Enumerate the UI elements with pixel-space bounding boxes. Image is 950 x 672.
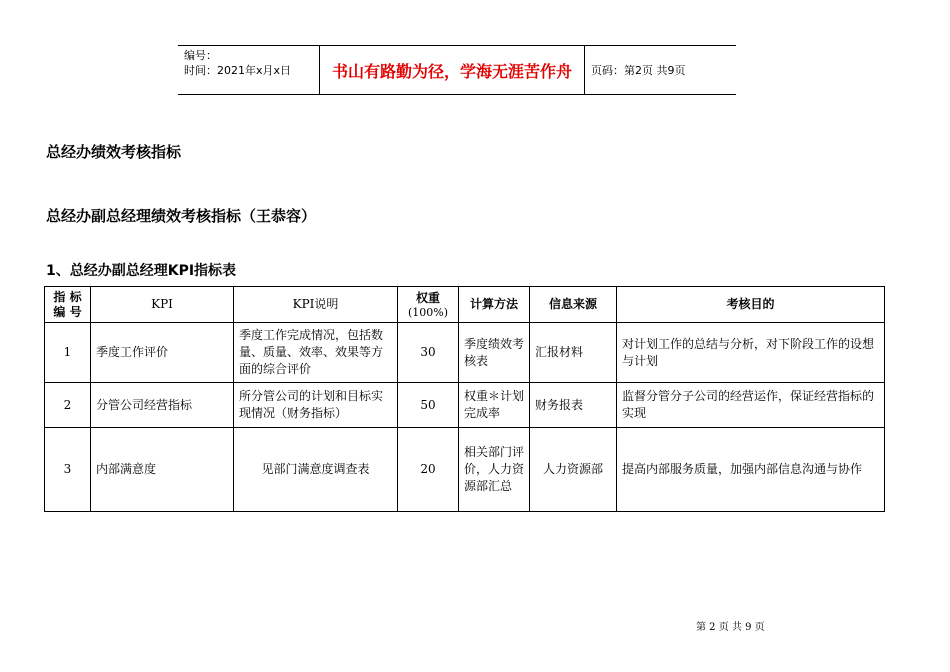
table-row xyxy=(45,383,885,428)
row-desc: 所分管公司的计划和目标实现情况（财务指标） xyxy=(234,383,398,428)
row-kpi: 分管公司经营指标 xyxy=(91,383,234,428)
header-motto: 书山有路勤为径，学海无涯苦作舟 xyxy=(331,61,572,81)
header-kpi-desc: KPI说明 xyxy=(234,287,398,323)
header-index: 指 标 编 号 xyxy=(45,287,91,323)
page-footer: 第 2 页 共 9 页 xyxy=(696,622,765,633)
main-title: 总经办绩效考核指标 xyxy=(46,143,182,161)
document-number-label: 编号： xyxy=(184,49,217,62)
row-desc: 见部门满意度调查表 xyxy=(234,428,398,512)
header-purpose: 考核目的 xyxy=(617,287,885,323)
row-index: 1 xyxy=(45,323,91,383)
header-source: 信息来源 xyxy=(530,287,617,323)
row-weight: 30 xyxy=(398,323,459,383)
header-method: 计算方法 xyxy=(459,287,530,323)
row-kpi: 内部满意度 xyxy=(91,428,234,512)
table-row xyxy=(45,428,885,512)
section-title: 1、总经办副总经理KPI指标表 xyxy=(46,263,237,279)
row-method: 权重＊计划完成率 xyxy=(459,383,530,428)
row-kpi: 季度工作评价 xyxy=(91,323,234,383)
table-row xyxy=(45,323,885,383)
kpi-table xyxy=(44,286,885,512)
row-index: 2 xyxy=(45,383,91,428)
page-header xyxy=(178,45,736,95)
header-kpi: KPI xyxy=(91,287,234,323)
header-weight: 权重 (100%) xyxy=(398,287,459,323)
row-desc: 季度工作完成情况，包括数量、质量、效率、效果等方面的综合评价 xyxy=(234,323,398,383)
sub-title: 总经办副总经理绩效考核指标（王恭容） xyxy=(46,207,317,225)
header-divider xyxy=(584,46,585,94)
row-method: 季度绩效考核表 xyxy=(459,323,530,383)
row-source: 汇报材料 xyxy=(530,323,617,383)
row-purpose: 监督分管分子公司的经营运作，保证经营指标的实现 xyxy=(617,383,885,428)
row-source: 财务报表 xyxy=(530,383,617,428)
row-purpose: 对计划工作的总结与分析，对下阶段工作的设想与计划 xyxy=(617,323,885,383)
document-time-label: 时间：2021年x月x日 xyxy=(184,64,292,77)
header-meta xyxy=(184,48,291,78)
row-purpose: 提高内部服务质量，加强内部信息沟通与协作 xyxy=(617,428,885,512)
row-source: 人力资源部 xyxy=(530,428,617,512)
row-weight: 50 xyxy=(398,383,459,428)
row-weight: 20 xyxy=(398,428,459,512)
row-method: 相关部门评价，人力资源部汇总 xyxy=(459,428,530,512)
header-page-info: 页码：第2页 共9页 xyxy=(591,64,686,77)
row-index: 3 xyxy=(45,428,91,512)
table-header-row xyxy=(45,287,885,323)
